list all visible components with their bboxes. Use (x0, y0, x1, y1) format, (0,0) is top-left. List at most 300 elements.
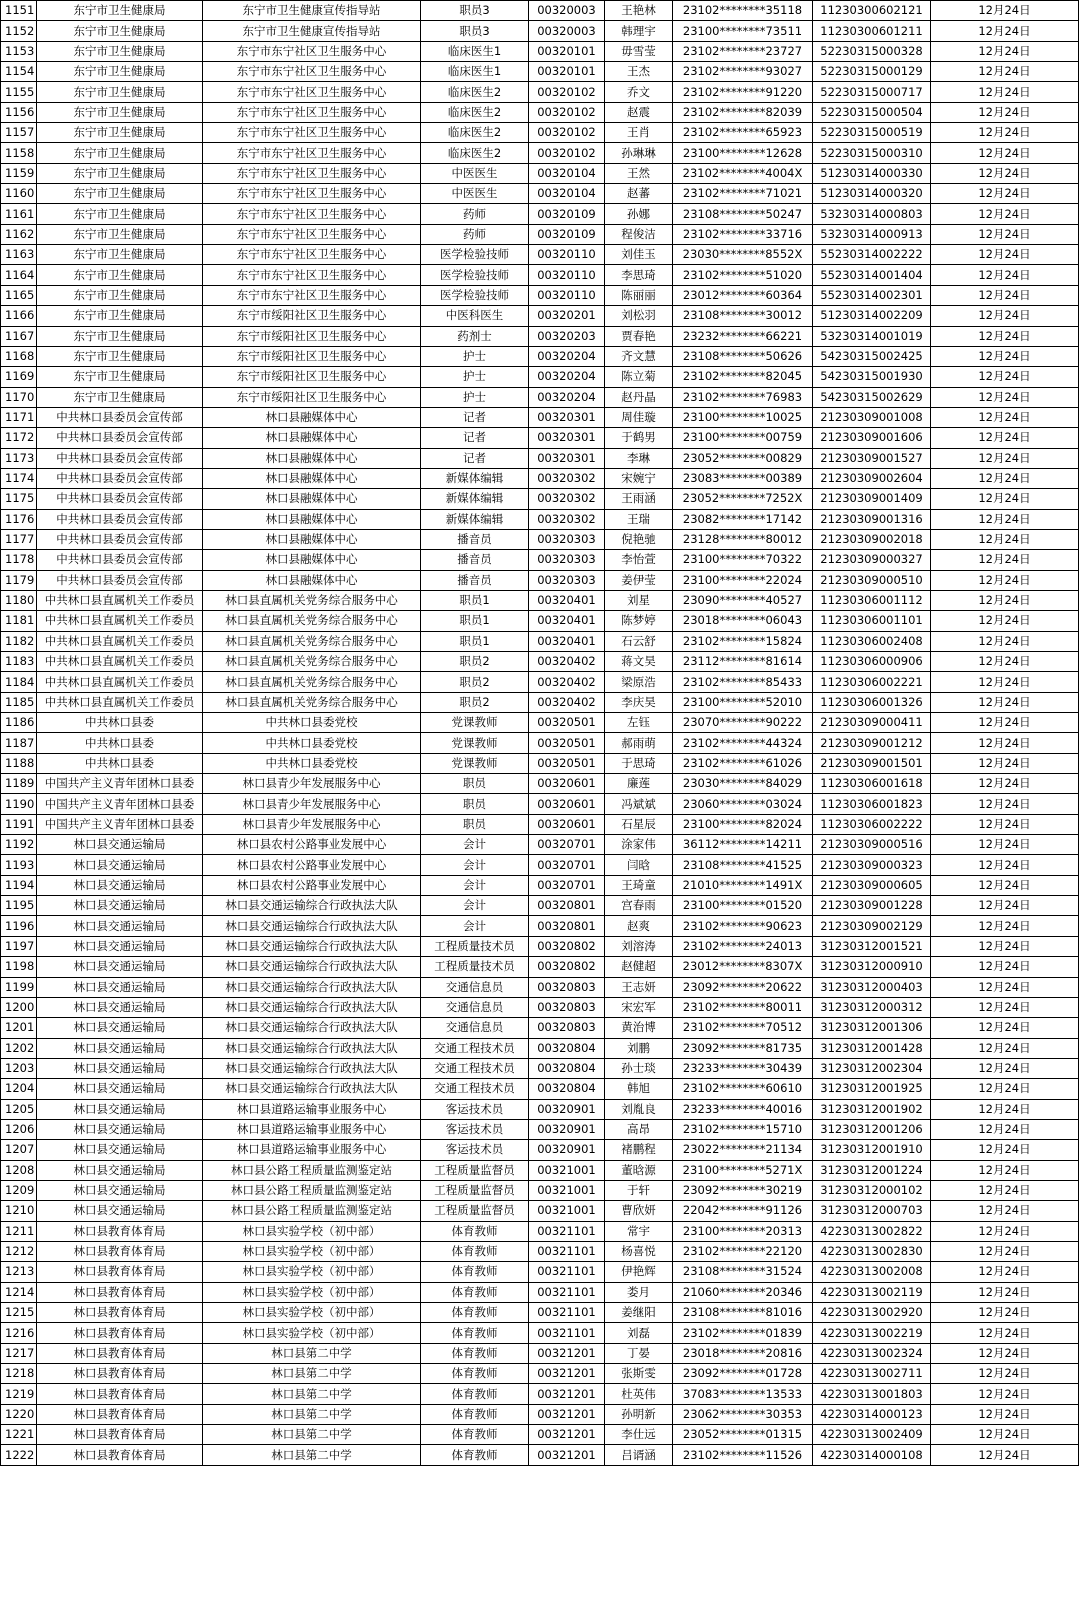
exam-ticket-number-cell: 21230309001228 (813, 896, 931, 916)
department-cell: 林口县教育体育局 (37, 1384, 203, 1404)
position-cell: 体育教师 (421, 1303, 529, 1323)
date-cell: 12月24日 (931, 143, 1079, 163)
position-cell: 体育教师 (421, 1262, 529, 1282)
position-cell: 播音员 (421, 529, 529, 549)
department-cell: 中共林口县直属机关工作委员 (37, 692, 203, 712)
exam-ticket-number-cell: 11230306001101 (813, 611, 931, 631)
position-code-cell: 00320102 (529, 143, 605, 163)
applicant-name-cell: 毋雪莹 (605, 41, 673, 61)
position-code-cell: 00320804 (529, 1038, 605, 1058)
date-cell: 12月24日 (931, 550, 1079, 570)
date-cell: 12月24日 (931, 285, 1079, 305)
unit-cell: 东宁市东宁社区卫生服务中心 (203, 245, 421, 265)
row-number-cell: 1190 (1, 794, 37, 814)
id-number-cell: 23102********93027 (673, 62, 813, 82)
position-cell: 党课教师 (421, 733, 529, 753)
exam-ticket-number-cell: 31230312002304 (813, 1058, 931, 1078)
applicant-name-cell: 刘佳玉 (605, 245, 673, 265)
row-number-cell: 1164 (1, 265, 37, 285)
position-cell: 交通信息员 (421, 997, 529, 1017)
position-code-cell: 00320110 (529, 285, 605, 305)
table-row (1, 265, 1079, 285)
position-cell: 新媒体编辑 (421, 489, 529, 509)
position-cell: 会计 (421, 855, 529, 875)
position-code-cell: 00321101 (529, 1262, 605, 1282)
applicant-name-cell: 曹欣妍 (605, 1201, 673, 1221)
id-number-cell: 23100********10025 (673, 407, 813, 427)
id-number-cell: 23100********82024 (673, 814, 813, 834)
position-cell: 中医医生 (421, 184, 529, 204)
table-row (1, 611, 1079, 631)
unit-cell: 林口县公路工程质量监测鉴定站 (203, 1160, 421, 1180)
position-cell: 护士 (421, 387, 529, 407)
department-cell: 东宁市卫生健康局 (37, 21, 203, 41)
applicant-name-cell: 李怡萱 (605, 550, 673, 570)
table-row (1, 774, 1079, 794)
position-code-cell: 00320204 (529, 346, 605, 366)
position-cell: 会计 (421, 916, 529, 936)
table-row (1, 1343, 1079, 1363)
department-cell: 中国共产主义青年团林口县委 (37, 794, 203, 814)
row-number-cell: 1222 (1, 1445, 37, 1465)
id-number-cell: 23052********00829 (673, 448, 813, 468)
department-cell: 林口县交通运输局 (37, 1160, 203, 1180)
exam-ticket-number-cell: 21230309000605 (813, 875, 931, 895)
exam-ticket-number-cell: 31230312000403 (813, 977, 931, 997)
exam-ticket-number-cell: 52230315000717 (813, 82, 931, 102)
unit-cell: 林口县融媒体中心 (203, 489, 421, 509)
id-number-cell: 23090********40527 (673, 590, 813, 610)
row-number-cell: 1174 (1, 468, 37, 488)
row-number-cell: 1157 (1, 123, 37, 143)
date-cell: 12月24日 (931, 936, 1079, 956)
applicant-name-cell: 廉莲 (605, 774, 673, 794)
date-cell: 12月24日 (931, 1364, 1079, 1384)
date-cell: 12月24日 (931, 611, 1079, 631)
table-row (1, 1323, 1079, 1343)
position-code-cell: 00321001 (529, 1201, 605, 1221)
row-number-cell: 1169 (1, 367, 37, 387)
unit-cell: 林口县交通运输综合行政执法大队 (203, 1058, 421, 1078)
exam-ticket-number-cell: 53230314000913 (813, 224, 931, 244)
date-cell: 12月24日 (931, 896, 1079, 916)
exam-ticket-number-cell: 42230313002822 (813, 1221, 931, 1241)
table-row (1, 529, 1079, 549)
department-cell: 中国共产主义青年团林口县委 (37, 774, 203, 794)
table-row (1, 936, 1079, 956)
table-row (1, 489, 1079, 509)
applicant-name-cell: 王肖 (605, 123, 673, 143)
id-number-cell: 23102********76983 (673, 387, 813, 407)
position-code-cell: 00321101 (529, 1282, 605, 1302)
position-code-cell: 00320110 (529, 265, 605, 285)
position-code-cell: 00320301 (529, 428, 605, 448)
exam-ticket-number-cell: 21230309000510 (813, 570, 931, 590)
position-code-cell: 00321001 (529, 1160, 605, 1180)
department-cell: 中共林口县委员会宣传部 (37, 448, 203, 468)
date-cell: 12月24日 (931, 1119, 1079, 1139)
table-row (1, 204, 1079, 224)
id-number-cell: 23100********73511 (673, 21, 813, 41)
position-code-cell: 00320601 (529, 794, 605, 814)
department-cell: 中共林口县委员会宣传部 (37, 489, 203, 509)
position-cell: 记者 (421, 448, 529, 468)
department-cell: 中国共产主义青年团林口县委 (37, 814, 203, 834)
row-number-cell: 1203 (1, 1058, 37, 1078)
unit-cell: 林口县实验学校（初中部） (203, 1303, 421, 1323)
position-cell: 客运技术员 (421, 1140, 529, 1160)
unit-cell: 林口县交通运输综合行政执法大队 (203, 916, 421, 936)
table-row (1, 550, 1079, 570)
department-cell: 林口县教育体育局 (37, 1425, 203, 1445)
id-number-cell: 23100********00759 (673, 428, 813, 448)
table-row (1, 1282, 1079, 1302)
department-cell: 东宁市卫生健康局 (37, 41, 203, 61)
table-row (1, 367, 1079, 387)
exam-ticket-number-cell: 52230315000129 (813, 62, 931, 82)
exam-ticket-number-cell: 54230315001930 (813, 367, 931, 387)
date-cell: 12月24日 (931, 916, 1079, 936)
position-cell: 工程质量监督员 (421, 1201, 529, 1221)
position-cell: 体育教师 (421, 1364, 529, 1384)
table-row (1, 896, 1079, 916)
unit-cell: 林口县第二中学 (203, 1404, 421, 1424)
position-cell: 会计 (421, 835, 529, 855)
position-cell: 交通工程技术员 (421, 1079, 529, 1099)
exam-ticket-number-cell: 31230312000703 (813, 1201, 931, 1221)
date-cell: 12月24日 (931, 1221, 1079, 1241)
date-cell: 12月24日 (931, 21, 1079, 41)
unit-cell: 林口县实验学校（初中部） (203, 1282, 421, 1302)
table-row (1, 1119, 1079, 1139)
unit-cell: 东宁市东宁社区卫生服务中心 (203, 82, 421, 102)
position-code-cell: 00320102 (529, 82, 605, 102)
table-row (1, 82, 1079, 102)
applicant-name-cell: 孙士琰 (605, 1058, 673, 1078)
table-row (1, 631, 1079, 651)
row-number-cell: 1162 (1, 224, 37, 244)
exam-ticket-number-cell: 11230306000906 (813, 652, 931, 672)
table-row (1, 184, 1079, 204)
department-cell: 东宁市卫生健康局 (37, 367, 203, 387)
position-cell: 交通信息员 (421, 1018, 529, 1038)
date-cell: 12月24日 (931, 1425, 1079, 1445)
row-number-cell: 1191 (1, 814, 37, 834)
exam-ticket-number-cell: 55230314001404 (813, 265, 931, 285)
applicant-name-cell: 李庆昊 (605, 692, 673, 712)
applicant-name-cell: 宫春雨 (605, 896, 673, 916)
exam-ticket-number-cell: 42230313002324 (813, 1343, 931, 1363)
date-cell: 12月24日 (931, 774, 1079, 794)
applicant-name-cell: 宋婉宁 (605, 468, 673, 488)
applicant-name-cell: 赵震 (605, 102, 673, 122)
position-cell: 工程质量监督员 (421, 1180, 529, 1200)
department-cell: 林口县交通运输局 (37, 1058, 203, 1078)
date-cell: 12月24日 (931, 713, 1079, 733)
department-cell: 东宁市卫生健康局 (37, 245, 203, 265)
department-cell: 林口县交通运输局 (37, 1180, 203, 1200)
department-cell: 林口县教育体育局 (37, 1282, 203, 1302)
unit-cell: 林口县第二中学 (203, 1425, 421, 1445)
table-row (1, 916, 1079, 936)
table-row (1, 1038, 1079, 1058)
unit-cell: 东宁市东宁社区卫生服务中心 (203, 143, 421, 163)
applicant-name-cell: 石云舒 (605, 631, 673, 651)
id-number-cell: 23232********66221 (673, 326, 813, 346)
row-number-cell: 1189 (1, 774, 37, 794)
unit-cell: 林口县道路运输事业服务中心 (203, 1119, 421, 1139)
applicant-name-cell: 伊艳辉 (605, 1262, 673, 1282)
date-cell: 12月24日 (931, 1079, 1079, 1099)
row-number-cell: 1206 (1, 1119, 37, 1139)
table-row (1, 1, 1079, 21)
applicant-name-cell: 王瑞 (605, 509, 673, 529)
applicant-name-cell: 孙娜 (605, 204, 673, 224)
exam-ticket-number-cell: 52230315000504 (813, 102, 931, 122)
date-cell: 12月24日 (931, 814, 1079, 834)
position-cell: 体育教师 (421, 1323, 529, 1343)
unit-cell: 林口县交通运输综合行政执法大队 (203, 1018, 421, 1038)
exam-ticket-number-cell: 21230309000411 (813, 713, 931, 733)
table-row (1, 1303, 1079, 1323)
id-number-cell: 23233********30439 (673, 1058, 813, 1078)
id-number-cell: 23012********8307X (673, 957, 813, 977)
row-number-cell: 1165 (1, 285, 37, 305)
date-cell: 12月24日 (931, 224, 1079, 244)
row-number-cell: 1168 (1, 346, 37, 366)
exam-ticket-number-cell: 42230313002008 (813, 1262, 931, 1282)
exam-ticket-number-cell: 51230314000320 (813, 184, 931, 204)
row-number-cell: 1152 (1, 21, 37, 41)
unit-cell: 林口县第二中学 (203, 1343, 421, 1363)
date-cell: 12月24日 (931, 184, 1079, 204)
table-row (1, 306, 1079, 326)
position-code-cell: 00321101 (529, 1323, 605, 1343)
department-cell: 中共林口县直属机关工作委员 (37, 652, 203, 672)
table-row (1, 652, 1079, 672)
applicant-name-cell: 杜英伟 (605, 1384, 673, 1404)
id-number-cell: 23100********12628 (673, 143, 813, 163)
id-number-cell: 23052********7252X (673, 489, 813, 509)
table-row (1, 875, 1079, 895)
table-row (1, 1079, 1079, 1099)
table-row (1, 143, 1079, 163)
exam-ticket-number-cell: 31230312000910 (813, 957, 931, 977)
department-cell: 东宁市卫生健康局 (37, 265, 203, 285)
applicant-name-cell: 倪艳驰 (605, 529, 673, 549)
position-cell: 会计 (421, 896, 529, 916)
row-number-cell: 1194 (1, 875, 37, 895)
unit-cell: 林口县直属机关党务综合服务中心 (203, 692, 421, 712)
position-code-cell: 00321001 (529, 1180, 605, 1200)
date-cell: 12月24日 (931, 1241, 1079, 1261)
department-cell: 林口县交通运输局 (37, 1018, 203, 1038)
unit-cell: 林口县融媒体中心 (203, 509, 421, 529)
position-cell: 医学检验技师 (421, 245, 529, 265)
department-cell: 林口县教育体育局 (37, 1262, 203, 1282)
applicant-name-cell: 孙明新 (605, 1404, 673, 1424)
position-code-cell: 00320601 (529, 774, 605, 794)
department-cell: 东宁市卫生健康局 (37, 1, 203, 21)
position-code-cell: 00320401 (529, 611, 605, 631)
exam-ticket-number-cell: 31230312001206 (813, 1119, 931, 1139)
position-cell: 职员2 (421, 672, 529, 692)
id-number-cell: 23108********50247 (673, 204, 813, 224)
exam-ticket-number-cell: 52230315000310 (813, 143, 931, 163)
applicant-name-cell: 刘松羽 (605, 306, 673, 326)
applicant-name-cell: 李仕远 (605, 1425, 673, 1445)
position-cell: 职员 (421, 814, 529, 834)
position-cell: 职员 (421, 794, 529, 814)
department-cell: 林口县教育体育局 (37, 1241, 203, 1261)
unit-cell: 林口县交通运输综合行政执法大队 (203, 936, 421, 956)
position-cell: 临床医生2 (421, 143, 529, 163)
date-cell: 12月24日 (931, 1180, 1079, 1200)
exam-ticket-number-cell: 21230309001606 (813, 428, 931, 448)
id-number-cell: 23092********01728 (673, 1364, 813, 1384)
table-row (1, 509, 1079, 529)
date-cell: 12月24日 (931, 590, 1079, 610)
row-number-cell: 1202 (1, 1038, 37, 1058)
position-cell: 体育教师 (421, 1425, 529, 1445)
position-code-cell: 00320801 (529, 896, 605, 916)
applicant-name-cell: 程俊洁 (605, 224, 673, 244)
exam-ticket-number-cell: 42230313001803 (813, 1384, 931, 1404)
date-cell: 12月24日 (931, 62, 1079, 82)
unit-cell: 东宁市绥阳社区卫生服务中心 (203, 326, 421, 346)
unit-cell: 林口县融媒体中心 (203, 448, 421, 468)
table-row (1, 1018, 1079, 1038)
exam-ticket-number-cell: 51230314002209 (813, 306, 931, 326)
position-cell: 职员2 (421, 692, 529, 712)
position-cell: 党课教师 (421, 713, 529, 733)
id-number-cell: 23102********44324 (673, 733, 813, 753)
exam-ticket-number-cell: 21230309002129 (813, 916, 931, 936)
table-row (1, 1404, 1079, 1424)
date-cell: 12月24日 (931, 428, 1079, 448)
position-code-cell: 00320803 (529, 977, 605, 997)
exam-ticket-number-cell: 11230300602121 (813, 1, 931, 21)
unit-cell: 林口县农村公路事业发展中心 (203, 875, 421, 895)
id-number-cell: 23100********70322 (673, 550, 813, 570)
position-code-cell: 00320601 (529, 814, 605, 834)
position-code-cell: 00320901 (529, 1119, 605, 1139)
applicant-name-cell: 乔文 (605, 82, 673, 102)
position-code-cell: 00321101 (529, 1221, 605, 1241)
id-number-cell: 21010********1491X (673, 875, 813, 895)
department-cell: 中共林口县委员会宣传部 (37, 570, 203, 590)
date-cell: 12月24日 (931, 1160, 1079, 1180)
department-cell: 林口县交通运输局 (37, 997, 203, 1017)
unit-cell: 中共林口县委党校 (203, 753, 421, 773)
position-code-cell: 00320110 (529, 245, 605, 265)
id-number-cell: 23092********20622 (673, 977, 813, 997)
exam-ticket-number-cell: 11230306001618 (813, 774, 931, 794)
unit-cell: 林口县第二中学 (203, 1445, 421, 1465)
position-cell: 新媒体编辑 (421, 468, 529, 488)
department-cell: 东宁市卫生健康局 (37, 102, 203, 122)
position-cell: 护士 (421, 346, 529, 366)
exam-ticket-number-cell: 21230309000327 (813, 550, 931, 570)
id-number-cell: 23030********8552X (673, 245, 813, 265)
date-cell: 12月24日 (931, 753, 1079, 773)
position-code-cell: 00320402 (529, 652, 605, 672)
unit-cell: 林口县交通运输综合行政执法大队 (203, 1079, 421, 1099)
position-cell: 体育教师 (421, 1384, 529, 1404)
applicant-name-cell: 杨喜悦 (605, 1241, 673, 1261)
department-cell: 林口县教育体育局 (37, 1323, 203, 1343)
position-cell: 职员1 (421, 631, 529, 651)
table-row (1, 1058, 1079, 1078)
position-code-cell: 00320003 (529, 21, 605, 41)
unit-cell: 林口县青少年发展服务中心 (203, 794, 421, 814)
applicant-name-cell: 刘胤良 (605, 1099, 673, 1119)
applicant-name-cell: 张斯雯 (605, 1364, 673, 1384)
id-number-cell: 23052********01315 (673, 1425, 813, 1445)
id-number-cell: 23102********4004X (673, 163, 813, 183)
id-number-cell: 23060********03024 (673, 794, 813, 814)
applicant-name-cell: 闫晗 (605, 855, 673, 875)
department-cell: 林口县交通运输局 (37, 835, 203, 855)
row-number-cell: 1180 (1, 590, 37, 610)
position-cell: 临床医生2 (421, 123, 529, 143)
applicant-name-cell: 陈立菊 (605, 367, 673, 387)
table-row (1, 468, 1079, 488)
position-cell: 客运技术员 (421, 1119, 529, 1139)
id-number-cell: 23112********81614 (673, 652, 813, 672)
applicant-name-cell: 冯斌斌 (605, 794, 673, 814)
position-cell: 工程质量监督员 (421, 1160, 529, 1180)
date-cell: 12月24日 (931, 855, 1079, 875)
department-cell: 中共林口县委员会宣传部 (37, 468, 203, 488)
table-row (1, 997, 1079, 1017)
applicant-name-cell: 蒋文昊 (605, 652, 673, 672)
exam-ticket-number-cell: 11230306001112 (813, 590, 931, 610)
id-number-cell: 23102********51020 (673, 265, 813, 285)
unit-cell: 林口县交通运输综合行政执法大队 (203, 997, 421, 1017)
unit-cell: 林口县融媒体中心 (203, 529, 421, 549)
row-number-cell: 1186 (1, 713, 37, 733)
applicant-name-cell: 于轩 (605, 1180, 673, 1200)
applicant-name-cell: 于思琦 (605, 753, 673, 773)
table-row (1, 1241, 1079, 1261)
table-row (1, 1262, 1079, 1282)
position-code-cell: 00321201 (529, 1425, 605, 1445)
position-code-cell: 00320303 (529, 570, 605, 590)
position-cell: 临床医生2 (421, 102, 529, 122)
date-cell: 12月24日 (931, 387, 1079, 407)
unit-cell: 东宁市东宁社区卫生服务中心 (203, 41, 421, 61)
id-number-cell: 23083********00389 (673, 468, 813, 488)
position-code-cell: 00320804 (529, 1079, 605, 1099)
department-cell: 林口县教育体育局 (37, 1364, 203, 1384)
exam-ticket-number-cell: 21230309002604 (813, 468, 931, 488)
unit-cell: 林口县农村公路事业发展中心 (203, 835, 421, 855)
date-cell: 12月24日 (931, 306, 1079, 326)
id-number-cell: 23102********15710 (673, 1119, 813, 1139)
department-cell: 林口县交通运输局 (37, 1140, 203, 1160)
unit-cell: 林口县融媒体中心 (203, 407, 421, 427)
unit-cell: 林口县青少年发展服务中心 (203, 814, 421, 834)
position-code-cell: 00320201 (529, 306, 605, 326)
row-number-cell: 1208 (1, 1160, 37, 1180)
row-number-cell: 1167 (1, 326, 37, 346)
applicant-name-cell: 刘鹏 (605, 1038, 673, 1058)
unit-cell: 林口县直属机关党务综合服务中心 (203, 652, 421, 672)
table-row (1, 448, 1079, 468)
position-code-cell: 00320301 (529, 448, 605, 468)
table-row (1, 428, 1079, 448)
